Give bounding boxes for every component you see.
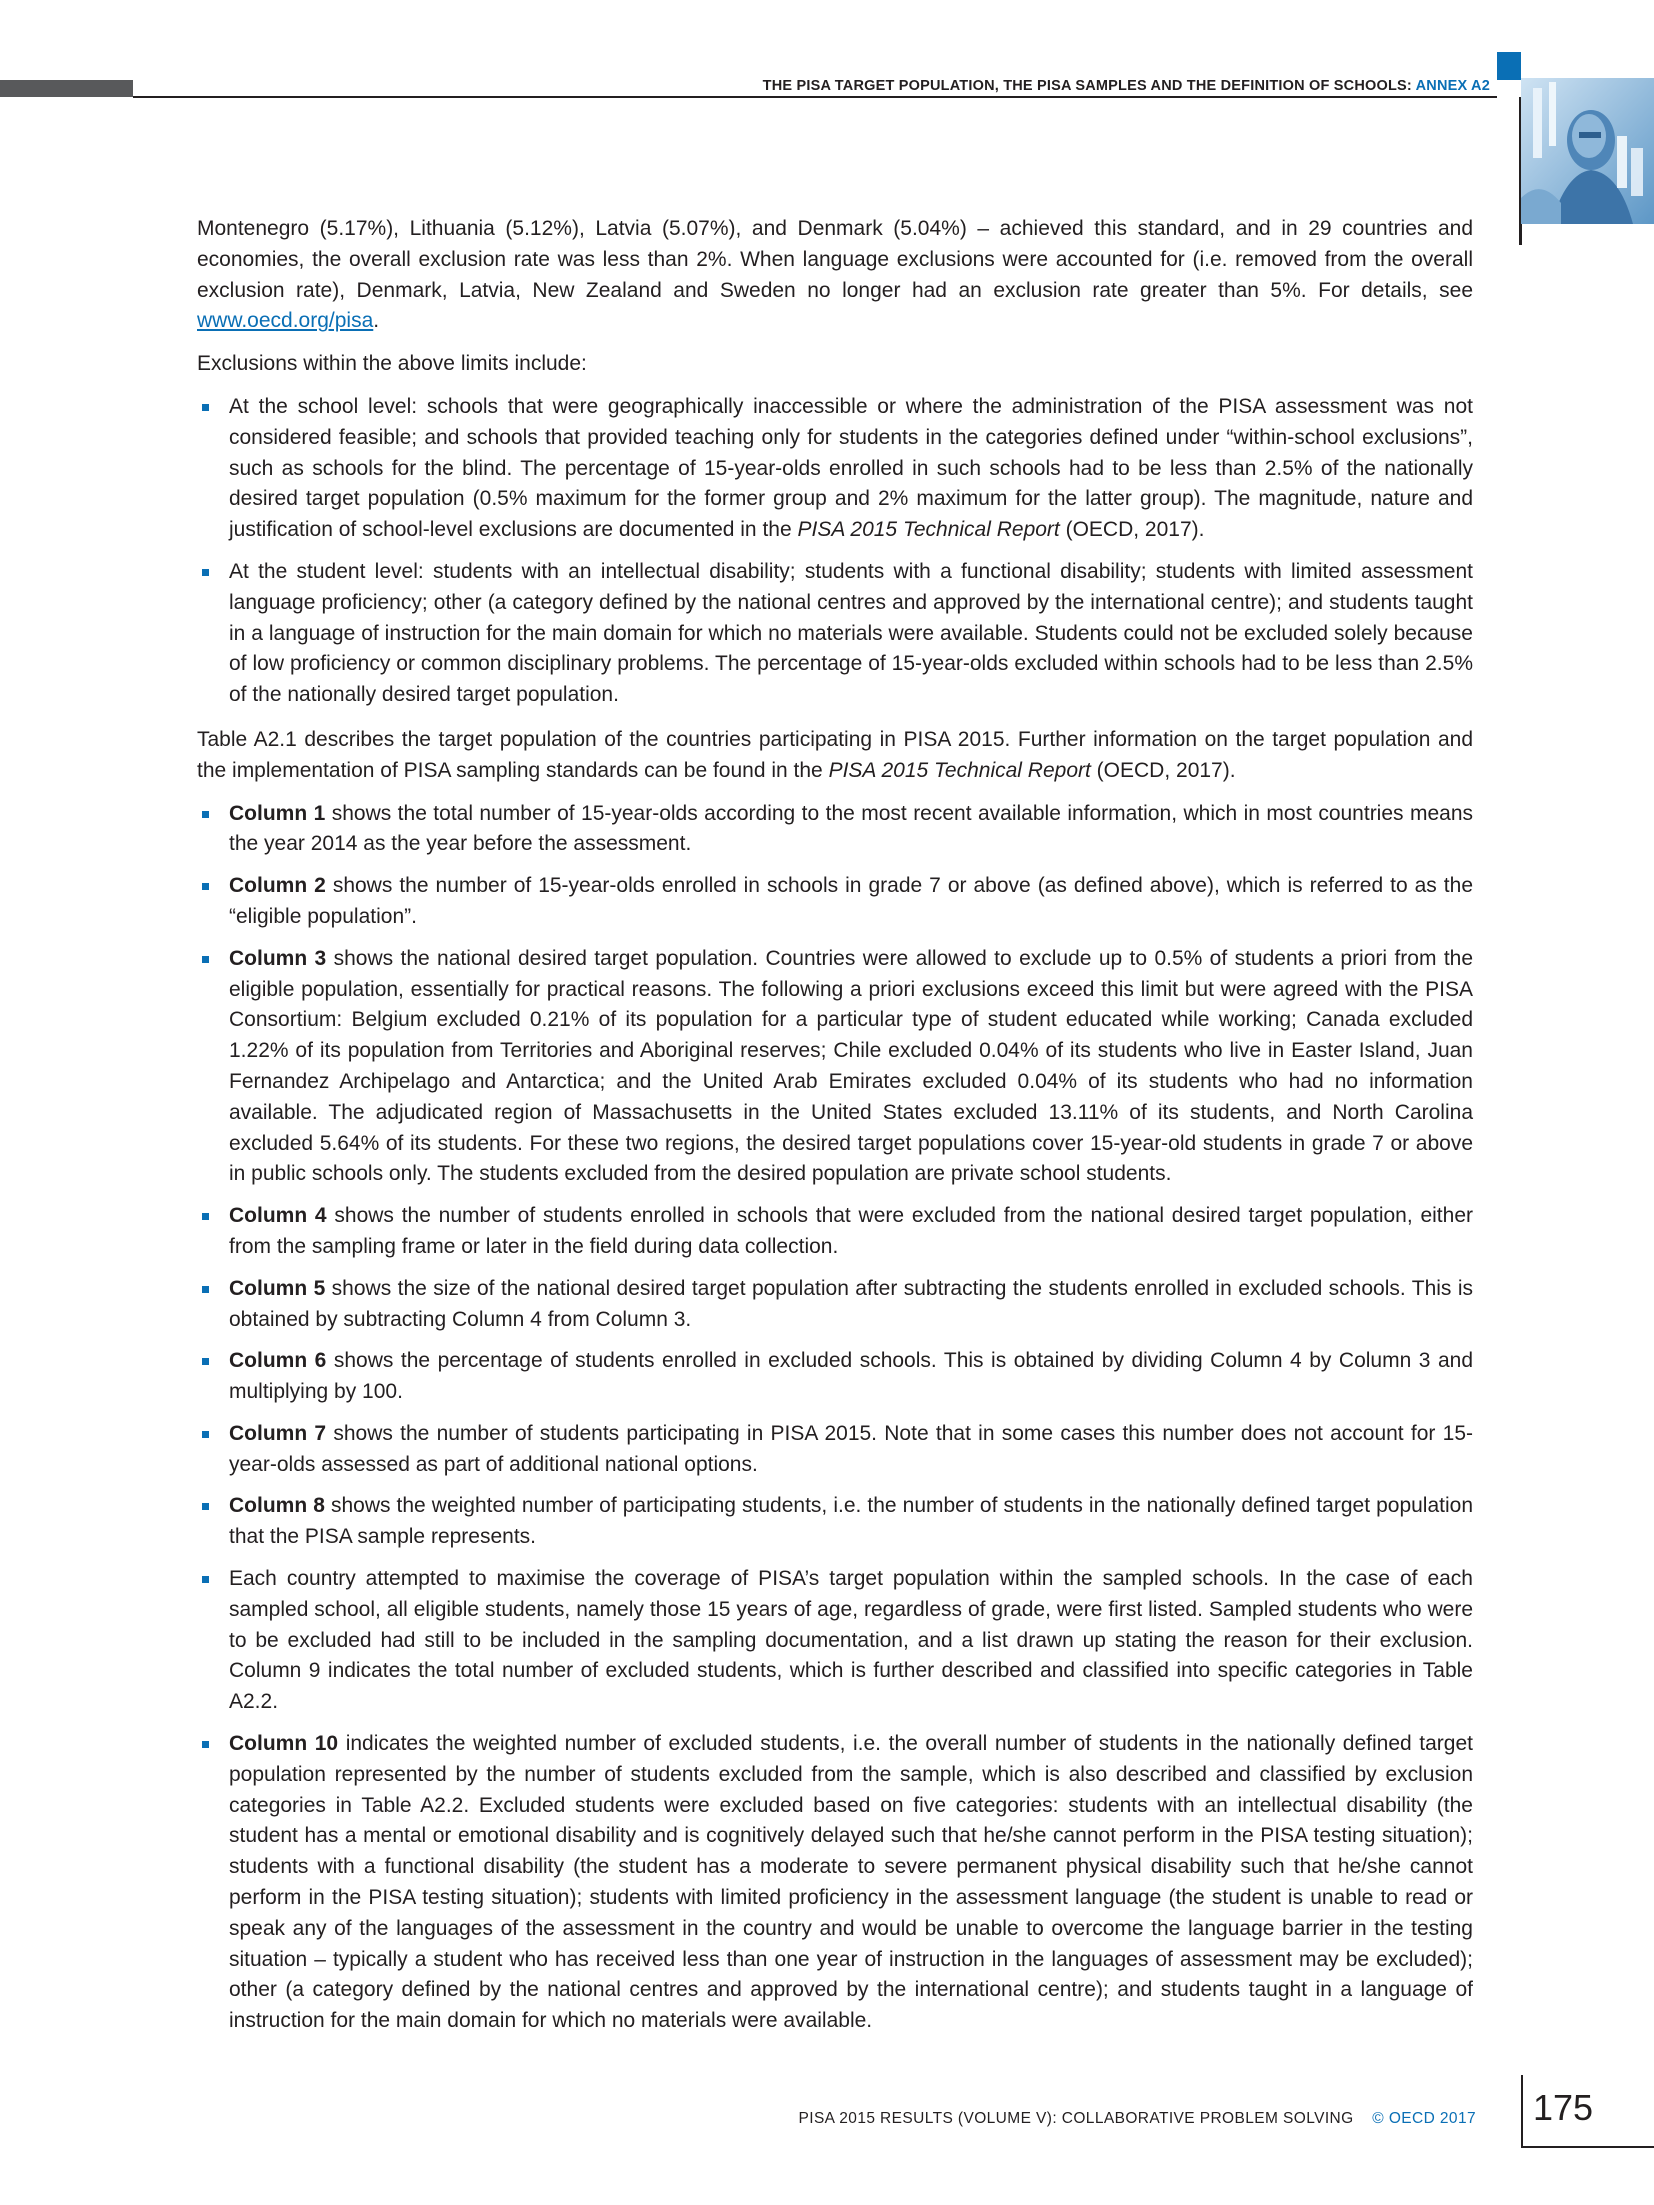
column-label: Column 1	[229, 801, 326, 825]
list-item	[197, 1419, 1473, 1481]
bullet-icon	[202, 1286, 209, 1293]
publication-title: PISA 2015 RESULTS (VOLUME V): COLLABORATIVE PROBLEM SOLVING	[798, 2110, 1354, 2127]
column-description: shows the number of students enrolled in schools that were excluded from the national desired target population, either from the sampling frame or later in the field during data collection.	[229, 1204, 1473, 1258]
column-label: Column 5	[229, 1276, 326, 1300]
bullet-icon	[202, 1576, 209, 1583]
column-description: shows the weighted number of participating students, i.e. the number of students in the nationally defined target population that the PISA sample represents.	[229, 1494, 1474, 1549]
list-item-text-end: (OECD, 2017).	[1059, 518, 1205, 542]
header-bar	[0, 80, 133, 97]
list-item-text: At the student level: students with an intellectual disability; students with a functional disability; students with limited assessment language proficiency; other (a category defined by the national centres and approved by the international centre); and students taught in a language of instruction for the main domain for which no materials were available. Students could not be excluded solely because of low proficiency or common disciplinary problems. The percentage of 15-year-olds excluded within schools had to be less than 2.5% of the nationally desired target population.	[229, 559, 1473, 707]
bullet-icon	[202, 1503, 209, 1510]
list-item	[197, 944, 1473, 1190]
column-description: shows the number of students participating in PISA 2015. Note that in some cases this number does not account for 15-year-olds assessed as part of additional national options.	[229, 1421, 1473, 1476]
bullet-icon	[202, 956, 209, 963]
header-photo-scientist	[1521, 78, 1654, 224]
footer-vertical-rule	[1521, 2075, 1523, 2147]
bullet-icon	[202, 569, 209, 576]
list-item	[197, 1201, 1473, 1263]
list-item	[197, 871, 1473, 933]
bullet-icon	[202, 404, 209, 411]
table-description-end: (OECD, 2017).	[1090, 758, 1236, 782]
list-item	[197, 799, 1473, 861]
list-item	[197, 1729, 1473, 2037]
footer-rule	[1521, 2146, 1654, 2148]
bullet-icon	[202, 1213, 209, 1220]
intro-text: Montenegro (5.17%), Lithuania (5.12%), Latvia (5.07%), and Denmark (5.04%) – achieved this standard, and in 29 countries and economies, the overall exclusion rate was less than 2%. When language exclusions were accounted for (i.e. removed from the overall exclusion rate), Denmark, Latvia, New Zealand and Sweden no longer had an exclusion rate greater than 5%. For details, see	[197, 217, 1473, 302]
column-description: indicates the weighted number of excluded students, i.e. the overall number of students in the nationally defined target population represented by the number of students excluded from the sample, which is also described and classified by exclusion categories in Table A2.2. Excluded students were excluded based on five categories: students with an intellectual disability (the student has a mental or emotional disability and is cognitively delayed such that he/she cannot perform in the PISA testing situation); students with a functional disability (the student has a moderate to severe permanent physical disability such that he/she cannot perform in the PISA testing situation); students with limited proficiency in the assessment language (the student is unable to read or speak any of the languages of the assessment in the country and would be unable to overcome the language barrier in the testing situation – typically a student who has received less than one year of instruction in the languages of assessment may be excluded); other (a category defined by the national centres and approved by the international centre); and students taught in a language of instruction for the main domain for which no materials were available.	[229, 1732, 1473, 2033]
copyright: © OECD 2017	[1372, 2110, 1476, 2127]
list-item	[197, 392, 1473, 546]
table-description-paragraph	[197, 725, 1473, 787]
list-item	[197, 557, 1473, 711]
bullet-icon	[202, 883, 209, 890]
list-item	[197, 1346, 1473, 1408]
column-label: Column 8	[229, 1494, 325, 1518]
list-item	[197, 1564, 1473, 1718]
column-label: Column 6	[229, 1349, 327, 1373]
table-description-text: Table A2.1 describes the target population of the countries participating in PISA 2015. Further information on the target population and the implementation of PISA sampling standards can be found in the	[197, 727, 1473, 782]
bullet-icon	[202, 811, 209, 818]
column-label: Column 3	[229, 946, 327, 970]
report-title: PISA 2015 Technical Report	[828, 758, 1091, 782]
intro-paragraph	[197, 214, 1473, 337]
oecd-pisa-link[interactable]: www.oecd.org/pisa	[197, 309, 374, 333]
column-description: shows the percentage of students enrolled in excluded schools. This is obtained by dividing Column 4 by Column 3 and multiplying by 100.	[229, 1349, 1473, 1404]
page-number: 175	[1533, 2087, 1594, 2128]
exclusions-intro: Exclusions within the above limits include:	[197, 352, 587, 376]
bullet-icon	[202, 1741, 209, 1748]
list-item	[197, 1491, 1473, 1553]
exclusion-list	[197, 392, 1473, 711]
running-header	[763, 78, 1490, 94]
header-rule	[133, 96, 1497, 98]
column-description: shows the number of 15-year-olds enrolled in schools in grade 7 or above (as defined above), which is referred to as the “eligible population”.	[229, 874, 1473, 928]
annex-label: ANNEX A2	[1415, 78, 1490, 94]
column-description: shows the size of the national desired target population after subtracting the students enrolled in excluded schools. This is obtained by subtracting Column 4 from Column 3.	[229, 1276, 1474, 1331]
running-title: THE PISA TARGET POPULATION, THE PISA SAMPLES AND THE DEFINITION OF SCHOOLS:	[762, 78, 1412, 94]
list-item-text: At the school level: schools that were geographically inaccessible or where the administration of the PISA assessment was not considered feasible; and schools that provided teaching only for students in the categories defined under “within-school exclusions”, such as schools for the blind. The percentage of 15-year-olds enrolled in such schools had to be less than 2.5% of the nationally desired target population (0.5% maximum for the former group and 2% maximum for the latter group). The magnitude, nature and justification of school-level exclusions are documented in the	[229, 394, 1473, 542]
page-footer	[799, 2110, 1477, 2128]
bullet-icon	[202, 1431, 209, 1438]
intro-text-end: .	[373, 309, 380, 333]
bullet-icon	[202, 1358, 209, 1365]
column-description: shows the national desired target population. Countries were allowed to exclude up to 0.5% of students a priori from the eligible population, essentially for practical reasons. The following a priori exclusions exceed this limit but were agreed with the PISA Consortium: Belgium excluded 0.21% of its population for a particular type of student educated while working; Canada excluded 1.22% of its population from Territories and Aboriginal reserves; Chile excluded 0.04% of its students who live in Easter Island, Juan Fernandez Archipelago and Antarctica; and the United Arab Emirates excluded 0.04% of its students who had no information available. The adjudicated region of Massachusetts in the United States excluded 13.11% of its students, and North Carolina excluded 5.64% of its students. For these two regions, the desired target populations cover 15-year-old students in grade 7 or above in public schools only. The students excluded from the desired population are private school students.	[229, 946, 1474, 1186]
page-body	[197, 214, 1473, 2051]
column-description: shows the total number of 15-year-olds according to the most recent available information, which in most countries means the year 2014 as the year before the assessment.	[229, 801, 1473, 856]
column-list	[197, 799, 1473, 2037]
column-label: Column 2	[229, 874, 326, 898]
header-accent-tab	[1497, 52, 1521, 80]
column-description: Each country attempted to maximise the coverage of PISA’s target population within the sampled schools. In the case of each sampled school, all eligible students, namely those 15 years of age, regardless of grade, were first listed. Sampled students who were to be excluded had still to be included in the sampling documentation, and a list drawn up stating the reason for their exclusion. Column 9 indicates the total number of excluded students, which is further described and classified into specific categories in Table A2.2.	[229, 1567, 1473, 1714]
column-label: Column 4	[229, 1204, 327, 1228]
column-label: Column 10	[229, 1732, 339, 1756]
column-label: Column 7	[229, 1421, 327, 1445]
report-title: PISA 2015 Technical Report	[797, 518, 1060, 542]
list-item	[197, 1274, 1473, 1336]
